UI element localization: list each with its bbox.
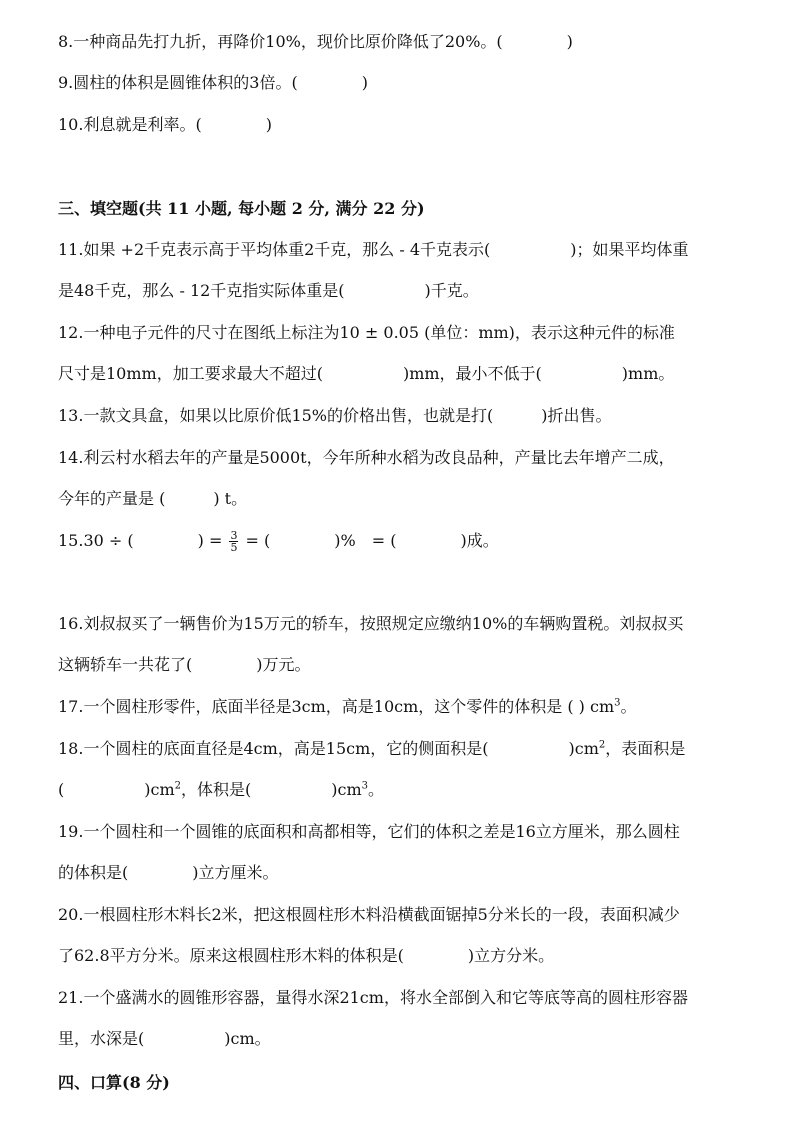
question-21-line-1: 21.一个盛满水的圆锥形容器，量得水深21cm，将水全部倒入和它等底等高的圆柱形容器 bbox=[58, 988, 688, 1007]
question-18-blank-area: ( )cm bbox=[58, 780, 175, 799]
question-18-volume-text: ，体积是( )cm bbox=[181, 780, 362, 799]
question-21-line-2: 里，水深是( )cm。 bbox=[58, 1029, 271, 1048]
question-15-prefix: 15.30 ÷ ( ) = bbox=[58, 531, 228, 550]
question-17-text: 17.一个圆柱形零件，底面半径是3cm，高是10cm，这个零件的体积是 ( ) cm bbox=[58, 697, 615, 716]
question-16-line-2: 这辆轿车一共花了( )万元。 bbox=[58, 655, 311, 674]
question-13: 13.一款文具盒，如果以比原价低15%的价格出售，也就是打( )折出售。 bbox=[58, 406, 612, 425]
superscript-2: 2 bbox=[174, 780, 181, 792]
fraction-denominator: 5 bbox=[230, 541, 238, 554]
superscript-3: 3 bbox=[361, 780, 368, 792]
question-18-tail: ，表面积是 bbox=[605, 739, 686, 758]
question-18-end: 。 bbox=[368, 780, 385, 799]
question-11-line-2: 是48千克，那么 - 12千克指实际体重是( )千克。 bbox=[58, 281, 479, 300]
question-10: 10.利息就是利率。( ) bbox=[58, 115, 272, 134]
section-4-heading: 四、口算(8 分) bbox=[58, 1073, 170, 1092]
question-12-line-1: 12.一种电子元件的尺寸在图纸上标注为10 ± 0.05 (单位：mm)，表示这种元件的标准 bbox=[58, 323, 675, 342]
question-14-line-1: 14.利云村水稻去年的产量是5000t，今年所种水稻为改良品种，产量比去年增产二成， bbox=[58, 448, 675, 467]
superscript-2: 2 bbox=[598, 739, 606, 751]
fraction-numerator: 3 bbox=[230, 529, 238, 542]
fraction-three-fifths bbox=[229, 530, 238, 553]
question-11-line-1: 11.如果 +2千克表示高于平均体重2千克，那么 - 4千克表示( )；如果平均体重 bbox=[58, 240, 689, 259]
question-20-line-1: 20.一根圆柱形木料长2米，把这根圆柱形木料沿横截面锯掉5分米长的一段，表面积减少 bbox=[58, 905, 680, 924]
question-19-line-2: 的体积是( )立方厘米。 bbox=[58, 863, 279, 882]
question-18-text: 18.一个圆柱的底面直径是4cm，高是15cm，它的侧面积是( )cm bbox=[58, 739, 599, 758]
question-17-end: 。 bbox=[620, 697, 637, 716]
question-12-line-2: 尺寸是10mm，加工要求最大不超过( )mm，最小不低于( )mm。 bbox=[58, 364, 675, 383]
question-8: 8.一种商品先打九折，再降价10%，现价比原价降低了20%。( ) bbox=[58, 32, 573, 51]
question-18-line-2 bbox=[58, 778, 772, 802]
question-20-line-2: 了62.8平方分米。原来这根圆柱形木料的体积是( )立方分米。 bbox=[58, 946, 555, 965]
question-9: 9.圆柱的体积是圆锥体积的3倍。( ) bbox=[58, 73, 368, 92]
question-15-suffix: = ( )% = ( )成。 bbox=[240, 531, 499, 550]
superscript-3: 3 bbox=[614, 697, 621, 709]
question-15 bbox=[58, 529, 772, 553]
question-18-line-1 bbox=[58, 737, 772, 761]
question-19-line-1: 19.一个圆柱和一个圆锥的底面积和高都相等，它们的体积之差是16立方厘米，那么圆柱 bbox=[58, 822, 680, 841]
question-16-line-1: 16.刘叔叔买了一辆售价为15万元的轿车，按照规定应缴纳10%的车辆购置税。刘叔叔买 bbox=[58, 614, 684, 633]
question-14-line-2: 今年的产量是 ( ) t。 bbox=[58, 489, 248, 508]
question-17 bbox=[58, 695, 772, 719]
section-3-heading: 三、填空题(共 11 小题, 每小题 2 分, 满分 22 分) bbox=[58, 199, 425, 218]
